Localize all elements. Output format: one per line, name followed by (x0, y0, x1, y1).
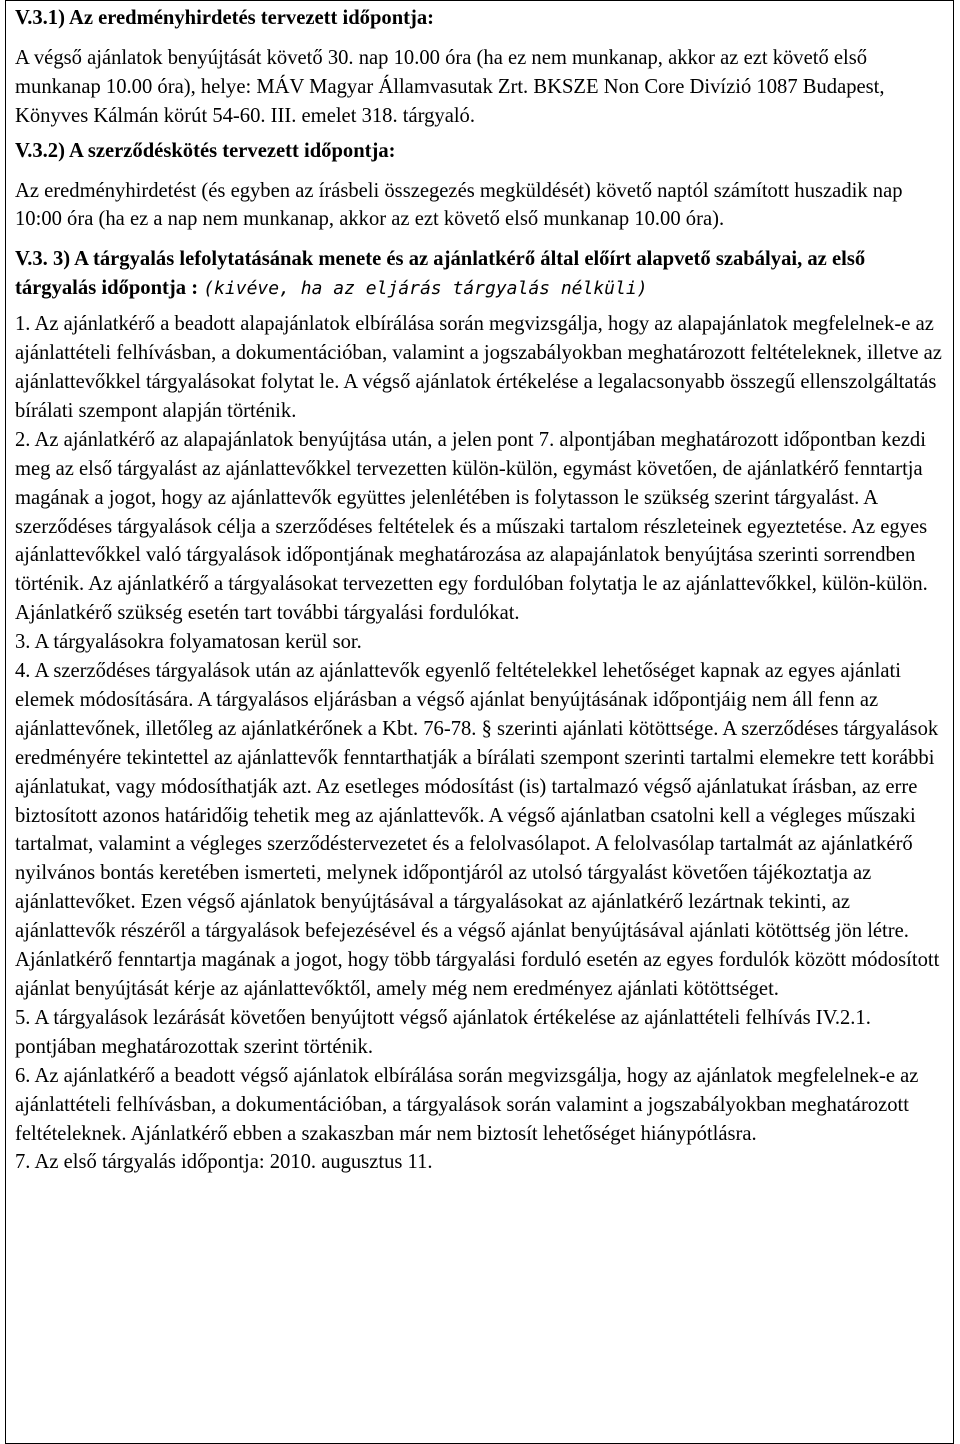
list-item: 4. A szerződéses tárgyalások után az ajánlattevők egyenlő feltételekkel lehetőséget kapnak az egyes ajánlati elemek módosítására. A tárgyalásos eljárásban a végső ajánlat benyújtásának időpontjáig nem áll fenn az ajánlattevőnek, illetőleg az ajánlatkérőnek a Kbt. 76-78. § szerinti ajánlati kötöttsége. A szerződéses tárgyalások eredményére tekintettel az ajánlattevők fenntarthatják a bírálati szempont szerinti tartalmi elemekre tett korábbi ajánlatukat, vagy módosíthatják azt. Az esetleges módosítást (is) tartalmazó végső ajánlatukat írásban, az erre biztosított azonos határidőig tehetik meg az ajánlattevők. A végső ajánlatban csatolni kell a végleges műszaki tartalmat, valamint a végleges szerződéstervezetet és a felolvasólapot. A felolvasólap tartalmát az ajánlatkérő nyilvános bontás keretében ismerteti, melynek időpontjáról az utolsó tárgyalást követően tájékoztatja az ajánlattevőket. Ezen végső ajánlatok benyújtásával a tárgyalásokat az ajánlatkérő lezártnak tekinti, az ajánlattevők részéről a tárgyalások befejezésével és a végső ajánlat benyújtásával ajánlati kötöttség jön létre. Ajánlatkérő fenntartja magának a jogot, hogy több tárgyalási forduló esetén az egyes fordulók között módosított ajánlat benyújtását kérje az ajánlattevőktől, amely még nem eredményez ajánlati kötöttséget. (15, 660, 940, 1000)
list-item: 1. Az ajánlatkérő a beadott alapajánlatok elbírálása során megvizsgálja, hogy az alapajánlatok megfelelnek-e az ajánlattételi felhívásban, a dokumentációban, valamint a jogszabályokban meghatározott feltételeknek, illetve az ajánlattevőkkel tárgyalásokat folytat le. A végső ajánlatok értékelése a legalacsonyabb összegű ellenszolgáltatás bírálati szempont alapján történik. (15, 313, 942, 422)
section-v33-items (15, 310, 960, 1177)
list-item: 2. Az ajánlatkérő az alapajánlatok benyújtása után, a jelen pont 7. alpontjában meghatározott időpontban kezdi meg az első tárgyalást az ajánlattevőkkel tervezetten külön-külön, egymást követően, de ajánlatkérő fenntartja magának a jogot, hogy az ajánlattevők együttes jelenlétében is folytasson le szükség szerint tárgyalást. A szerződéses tárgyalások célja a szerződéses feltételek és a műszaki tartalom részleteinek egyeztetése. Az egyes ajánlattevőkkel való tárgyalások időpontjának meghatározása az alapajánlatok benyújtása szerinti sorrendben történik. Az ajánlatkérő a tárgyalásokat tervezetten egy fordulóban folytatja le az ajánlattevőkkel, külön-külön. Ajánlatkérő szükség esetén tart további tárgyalási fordulókat. (15, 428, 928, 625)
section-v31 (15, 4, 960, 131)
section-v33-heading-text: V.3. 3) A tárgyalás lefolytatásának menete és az ajánlatkérő által előírt alapvető szabályai, az első tárgyalás időpontja : (15, 248, 866, 300)
list-item: 6. Az ajánlatkérő a beadott végső ajánlatok elbírálása során megvizsgálja, hogy az ajánlatok megfelelnek-e az ajánlattételi felhívásban, a dokumentációban, a tárgyalások során valamint a jogszabályokban meghatározott feltételeknek. Ajánlatkérő ebben a szakaszban már nem biztosít lehetőséget hiánypótlásra. (15, 1064, 919, 1145)
section-v33-heading (15, 245, 960, 304)
section-v32-heading: V.3.2) A szerződéskötés tervezett időpontja: (15, 139, 396, 162)
section-v32-text: Az eredményhirdetést (és egyben az írásbeli összegezés megküldését) követő naptól számított huszadik nap 10:00 óra (ha ez a nap nem munkanap, akkor az ezt követő első munkanap 10.00 óra). (15, 179, 903, 231)
list-item: 5. A tárgyalások lezárását követően benyújtott végső ajánlatok értékelése az ajánlattételi felhívás IV.2.1. pontjában meghatározottak szerint történik. (15, 1006, 871, 1058)
list-item: 3. A tárgyalásokra folyamatosan kerül sor. (15, 631, 362, 654)
list-item: 7. Az első tárgyalás időpontja: 2010. augusztus 11. (15, 1151, 433, 1174)
section-v33 (15, 245, 960, 1177)
section-v32 (15, 137, 960, 235)
section-v33-note: (kivéve, ha az eljárás tárgyalás nélküli) (203, 278, 648, 300)
section-v31-heading: V.3.1) Az eredményhirdetés tervezett időpontja: (15, 7, 435, 29)
section-v31-text: A végső ajánlatok benyújtását követő 30. nap 10.00 óra (ha ez nem munkanap, akkor az ezt követő első munkanap 10.00 óra), helye: MÁV Magyar Államvasutak Zrt. BKSZE Non Core Divízió 1087 Budapest, Könyves Kálmán körút 54-60. III. emelet 318. tárgyaló. (15, 46, 885, 127)
